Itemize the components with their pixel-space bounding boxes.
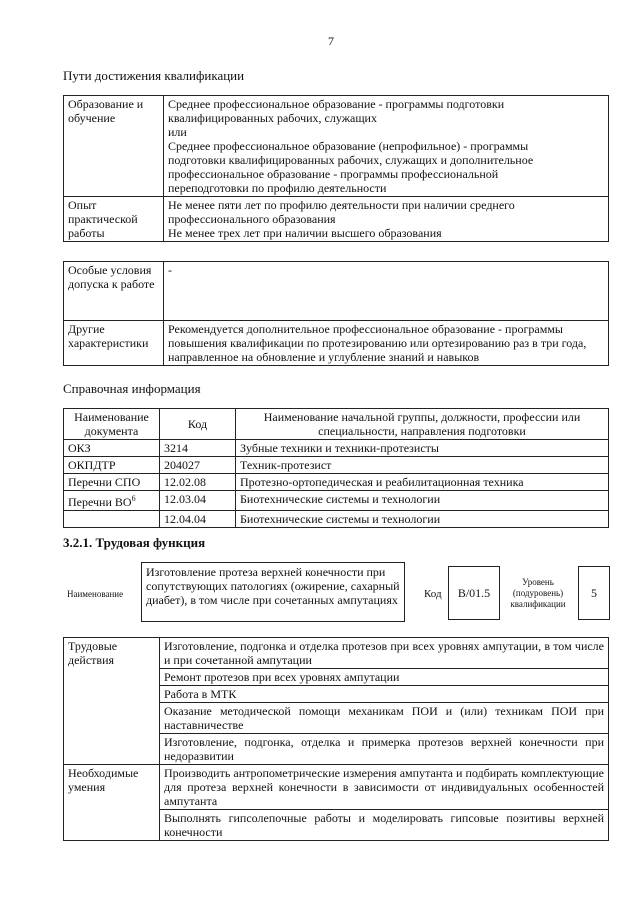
- table-row: [64, 765, 609, 810]
- education-line: квалифицированных рабочих, служащих: [168, 111, 377, 125]
- special-conditions-label: Особые условия допуска к работе: [64, 262, 164, 321]
- education-label: Образование и обучение: [64, 96, 164, 197]
- function-name-value: Изготовление протеза верхней конечности при сопутствующих патологиях (ожирение, сахарный диабет), в том числе при сочетанных ампутациях: [141, 562, 405, 622]
- reference-name: Протезно-ортопедическая и реабилитационная техника: [236, 474, 609, 491]
- reference-code: 12.02.08: [160, 474, 236, 491]
- footnote-mark: 6: [131, 494, 136, 503]
- education-line: Среднее профессиональное образование (непрофильное) - программы: [168, 139, 529, 153]
- reference-name: Биотехнические системы и технологии: [236, 511, 609, 528]
- education-value: [164, 96, 609, 197]
- special-conditions-value: -: [164, 262, 609, 321]
- reference-doc: ОКПДТР: [64, 457, 160, 474]
- reference-code: 3214: [160, 440, 236, 457]
- duties-table: [63, 637, 609, 841]
- reference-code: 12.03.04: [160, 491, 236, 511]
- admission-table: [63, 261, 609, 366]
- reference-doc: ОКЗ: [64, 440, 160, 457]
- qualification-paths-title: Пути достижения квалификации: [63, 68, 245, 83]
- function-name-label: Наименование: [67, 589, 124, 599]
- table-row: [64, 440, 609, 457]
- skills-label: Необходимые умения: [64, 765, 160, 841]
- experience-row: [64, 197, 609, 242]
- qualification-paths-table: [63, 95, 609, 242]
- reference-header-code: Код: [160, 409, 236, 440]
- reference-header-doc: Наименование документа: [64, 409, 160, 440]
- action-item: Оказание методической помощи механикам ПОИ и (или) техникам ПОИ при наставничестве: [160, 703, 609, 734]
- reference-code: 204027: [160, 457, 236, 474]
- function-code-value: B/01.5: [448, 566, 500, 620]
- education-line: подготовки квалифицированных рабочих, служащих и дополнительное: [168, 153, 534, 167]
- experience-line: профессионального образования: [168, 212, 336, 226]
- education-line: профессиональное образование - программы профессиональной: [168, 167, 499, 181]
- table-row: [64, 638, 609, 669]
- education-line: переподготовки по профилю деятельности: [168, 181, 387, 195]
- reference-name: Биотехнические системы и технологии: [236, 491, 609, 511]
- reference-header-name: Наименование начальной группы, должности, профессии или специальности, направления подготовки: [236, 409, 609, 440]
- reference-code: 12.04.04: [160, 511, 236, 528]
- function-level-label: Уровень (подуровень) квалификации: [510, 577, 566, 609]
- education-line: или: [168, 125, 187, 139]
- function-heading: 3.2.1. Трудовая функция: [63, 535, 206, 550]
- experience-label: Опыт практической работы: [64, 197, 164, 242]
- skill-item: Выполнять гипсолепочные работы и моделировать гипсовые позитивы верхней конечности: [160, 810, 609, 841]
- reference-title: Справочная информация: [63, 381, 201, 396]
- function-code-label: Код: [424, 588, 442, 600]
- reference-table: [63, 408, 609, 528]
- reference-doc-text: Перечни ВО: [68, 495, 132, 509]
- reference-doc: [64, 491, 160, 511]
- reference-doc: Перечни СПО: [64, 474, 160, 491]
- experience-line: Не менее пяти лет по профилю деятельности при наличии среднего: [168, 198, 515, 212]
- table-row: [64, 491, 609, 511]
- experience-line: Не менее трех лет при наличии высшего образования: [168, 226, 442, 240]
- education-row: [64, 96, 609, 197]
- reference-header-row: [64, 409, 609, 440]
- action-item: Изготовление, подгонка и отделка протезов при всех уровнях ампутации, в том числе и при сочетанной ампутации: [160, 638, 609, 669]
- reference-doc: [64, 511, 160, 528]
- action-item: Изготовление, подгонка, отделка и примерка протезов верхней конечности при недоразвитии: [160, 734, 609, 765]
- skill-item: Производить антропометрические измерения ампутанта и подбирать комплектующие для протеза верхней конечности в зависимости от индивидуальных особенностей ампутанта: [160, 765, 609, 810]
- page-number: 7: [328, 34, 334, 48]
- reference-name: Техник-протезист: [236, 457, 609, 474]
- function-level-value: 5: [578, 566, 610, 620]
- table-row: [64, 511, 609, 528]
- table-row: [64, 457, 609, 474]
- education-line: Среднее профессиональное образование - программы подготовки: [168, 97, 505, 111]
- other-characteristics-value: Рекомендуется дополнительное профессиональное образование - программы повышения квалификации по протезированию или ортезированию раз в три года, направленное на обновление и углубление знаний и навыков: [164, 321, 609, 366]
- actions-label: Трудовые действия: [64, 638, 160, 765]
- other-characteristics-row: [64, 321, 609, 366]
- reference-name: Зубные техники и техники-протезисты: [236, 440, 609, 457]
- action-item: Работа в МТК: [160, 686, 609, 703]
- other-characteristics-label: Другие характеристики: [64, 321, 164, 366]
- table-row: [64, 474, 609, 491]
- special-conditions-row: [64, 262, 609, 321]
- experience-value: [164, 197, 609, 242]
- action-item: Ремонт протезов при всех уровнях ампутации: [160, 669, 609, 686]
